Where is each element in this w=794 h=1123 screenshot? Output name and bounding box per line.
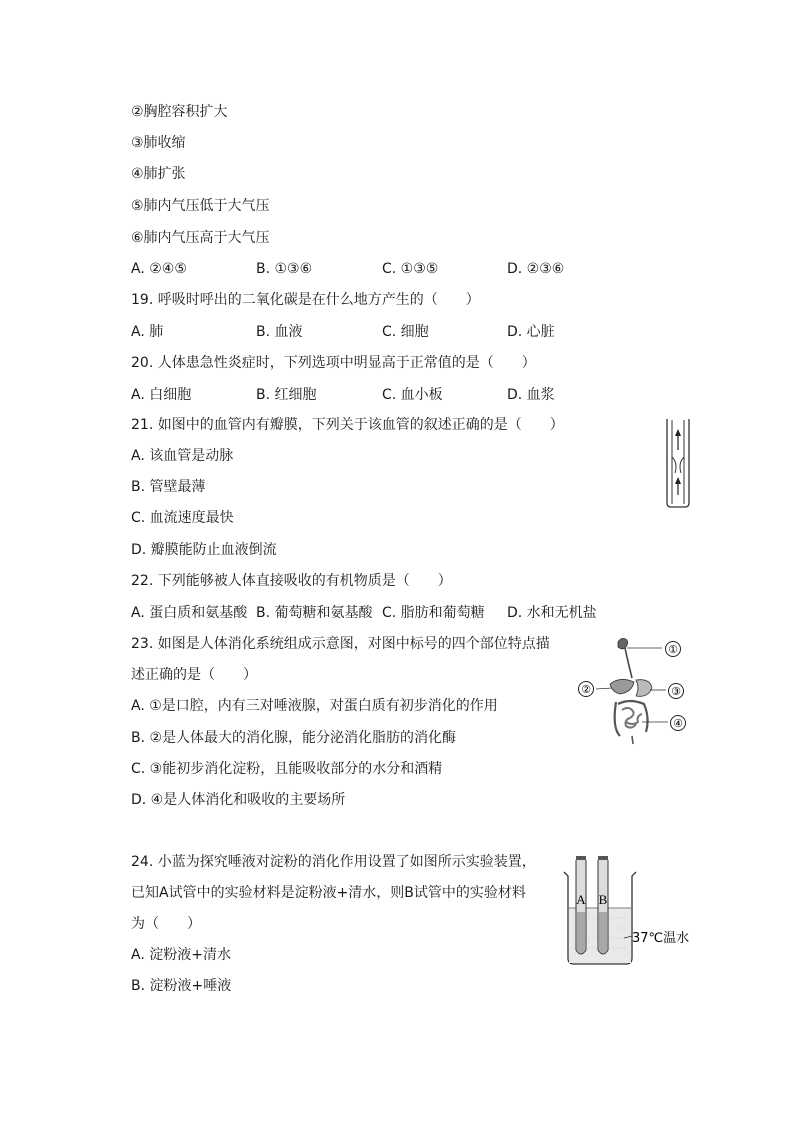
q18-item-3: ③肺收缩 (131, 135, 186, 151)
q23-option-c: C. ③能初步消化淀粉，且能吸收部分的水分和酒精 (131, 761, 443, 777)
q20-option-b: B. 红细胞 (256, 387, 317, 403)
q21-option-a: A. 该血管是动脉 (131, 448, 234, 464)
q21-stem: 21. 如图中的血管内有瓣膜，下列关于该血管的叙述正确的是（ ） (131, 417, 564, 433)
q22-option-d: D. 水和无机盐 (507, 605, 597, 621)
q22-option-b: B. 葡萄糖和氨基酸 (256, 605, 373, 621)
q24-stem-line-3: 为（ ） (131, 916, 201, 932)
label-1: ① (668, 643, 678, 656)
q22-option-a: A. 蛋白质和氨基酸 (131, 605, 248, 621)
label-3: ③ (671, 685, 681, 698)
vein-valve-figure (663, 417, 693, 509)
tube-b-label: B (598, 892, 608, 907)
q21-option-d: D. 瓣膜能防止血液倒流 (131, 542, 277, 558)
q18-item-6: ⑥肺内气压高于大气压 (131, 230, 270, 246)
q18-item-5: ⑤肺内气压低于大气压 (131, 198, 270, 214)
q18-item-4: ④肺扩张 (131, 166, 186, 182)
q20-stem: 20. 人体患急性炎症时，下列选项中明显高于正常值的是（ ） (131, 355, 536, 371)
q22-stem: 22. 下列能够被人体直接吸收的有机物质是（ ） (131, 573, 452, 589)
q18-option-a: A. ②④⑤ (131, 261, 187, 277)
water-temperature-label: 37℃温水 (632, 931, 690, 946)
q19-option-b: B. 血液 (256, 324, 303, 340)
q24-stem-line-1: 24. 小蓝为探究唾液对淀粉的消化作用设置了如图所示实验装置， (131, 854, 536, 870)
q21-option-b: B. 管壁最薄 (131, 479, 206, 495)
q20-option-a: A. 白细胞 (131, 387, 192, 403)
q18-option-c: C. ①③⑤ (382, 261, 439, 277)
tube-a-label: A (576, 892, 586, 907)
digestive-system-figure (570, 632, 690, 752)
flow-arrow-up-icon (675, 477, 681, 495)
q21-option-c: C. 血流速度最快 (131, 510, 234, 526)
q23-stem-line-2: 述正确的是（ ） (131, 667, 257, 683)
q18-option-d: D. ②③⑥ (507, 261, 565, 277)
label-4: ④ (673, 717, 683, 730)
flow-arrow-up-icon (675, 429, 681, 450)
q19-option-c: C. 细胞 (382, 324, 429, 340)
q18-item-2: ②胸腔容积扩大 (131, 104, 228, 120)
q20-option-c: C. 血小板 (382, 387, 443, 403)
q23-option-a: A. ①是口腔，内有三对唾液腺，对蛋白质有初步消化的作用 (131, 698, 498, 714)
q22-option-c: C. 脂肪和葡萄糖 (382, 605, 485, 621)
q18-option-b: B. ①③⑥ (256, 261, 313, 277)
q23-option-d: D. ④是人体消化和吸收的主要场所 (131, 792, 346, 808)
beaker-test-tubes-figure (558, 850, 694, 968)
q23-option-b: B. ②是人体最大的消化腺，能分泌消化脂肪的消化酶 (131, 730, 457, 746)
q19-stem: 19. 呼吸时呼出的二氧化碳是在什么地方产生的（ ） (131, 292, 480, 308)
q19-option-a: A. 肺 (131, 324, 164, 340)
q24-stem-line-2: 已知A试管中的实验材料是淀粉液+清水，则B试管中的实验材料 (131, 885, 526, 901)
label-2: ② (581, 683, 591, 696)
q19-option-d: D. 心脏 (507, 324, 555, 340)
q24-option-b: B. 淀粉液+唾液 (131, 978, 232, 994)
q24-option-a: A. 淀粉液+清水 (131, 947, 231, 963)
q20-option-d: D. 血浆 (507, 387, 555, 403)
q23-stem-line-1: 23. 如图是人体消化系统组成示意图，对图中标号的四个部位特点描 (131, 636, 550, 652)
